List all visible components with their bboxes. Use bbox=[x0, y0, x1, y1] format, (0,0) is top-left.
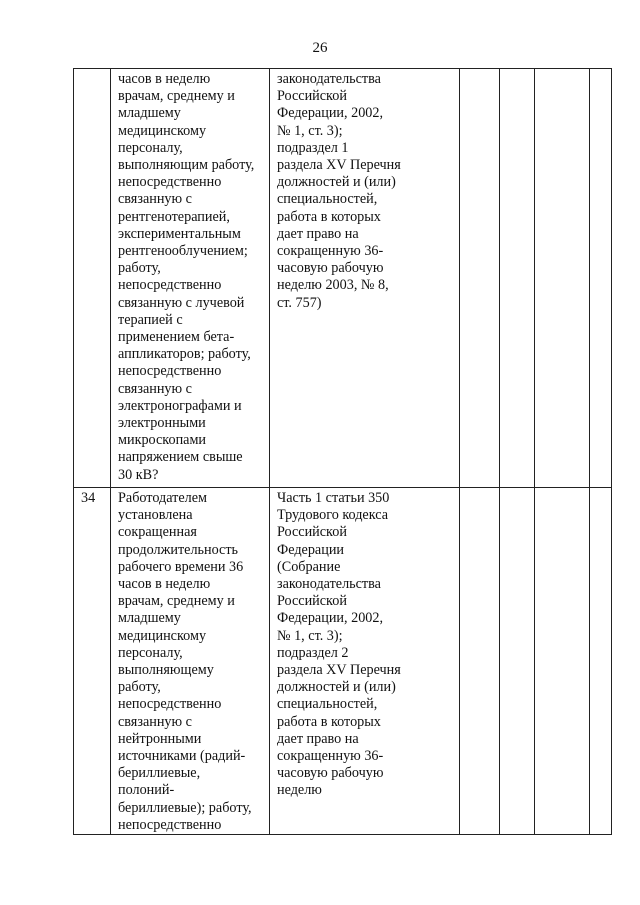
text-line: часов в неделю bbox=[118, 576, 211, 593]
text-line: подраздел 1 bbox=[277, 139, 349, 156]
text-line: работу, bbox=[118, 260, 161, 277]
text-line: выполняющему bbox=[118, 662, 214, 679]
text-line: дает право на bbox=[277, 730, 359, 747]
text-line: Федерации, 2002, bbox=[277, 610, 384, 627]
text-line: должностей и (или) bbox=[277, 174, 396, 191]
text-line: сокращенную 36- bbox=[277, 243, 384, 260]
text-line: работа в которых bbox=[277, 208, 381, 225]
text-line: продолжительность bbox=[118, 541, 239, 558]
table-row bbox=[74, 69, 612, 488]
text-line: медицинскому bbox=[118, 627, 207, 644]
text-line: сокращенная bbox=[118, 524, 197, 541]
text-line: источниками (радий- bbox=[118, 748, 246, 765]
row-number-cell: 34 bbox=[74, 488, 111, 835]
text-line: № 1, ст. 3); bbox=[277, 627, 343, 644]
requirements-table bbox=[73, 68, 612, 835]
text-line: Часть 1 статьи 350 bbox=[277, 490, 390, 506]
text-line: связанную с bbox=[118, 713, 192, 730]
text-line: специальностей, bbox=[277, 191, 378, 208]
text-line: неделю bbox=[277, 782, 322, 799]
text-line: терапией с bbox=[118, 311, 183, 328]
text-line: раздела XV Перечня bbox=[277, 157, 401, 174]
text-line: установлена bbox=[118, 507, 193, 524]
text-line: непосредственно bbox=[118, 696, 222, 713]
answer-yes-cell bbox=[460, 69, 500, 488]
row-number-cell bbox=[74, 69, 111, 488]
requirement-cell bbox=[111, 488, 270, 835]
text-line: непосредственно bbox=[118, 816, 222, 833]
text-line: часовую рабочую bbox=[277, 260, 384, 277]
text-line: электронографами и bbox=[118, 397, 242, 414]
text-line: напряжением свыше bbox=[118, 449, 243, 466]
text-line: 30 кВ? bbox=[118, 466, 159, 483]
text-line: № 1, ст. 3); bbox=[277, 122, 343, 139]
text-line: персоналу, bbox=[118, 644, 183, 661]
text-line: дает право на bbox=[277, 225, 359, 242]
text-line: работа в которых bbox=[277, 713, 381, 730]
text-line: ст. 757) bbox=[277, 294, 322, 311]
text-line: раздела XV Перечня bbox=[277, 662, 401, 679]
answer-no-cell bbox=[500, 69, 535, 488]
text-line: Федерации, 2002, bbox=[277, 105, 384, 122]
text-line: связанную с лучевой bbox=[118, 294, 245, 311]
text-line: выполняющим работу, bbox=[118, 157, 255, 174]
answer-no-cell bbox=[500, 488, 535, 835]
text-line: специальностей, bbox=[277, 696, 378, 713]
text-line: нейтронными bbox=[118, 730, 202, 747]
text-line: неделю 2003, № 8, bbox=[277, 277, 389, 294]
text-line: рабочего времени 36 bbox=[118, 558, 244, 575]
text-line: Российской bbox=[277, 524, 347, 541]
legal-source-cell bbox=[270, 69, 460, 488]
text-line: (Собрание bbox=[277, 558, 341, 575]
text-line: Российской bbox=[277, 593, 347, 610]
table-row bbox=[74, 488, 612, 835]
text-line: врачам, среднему и bbox=[118, 593, 235, 610]
text-line: связанную с bbox=[118, 380, 192, 397]
text-line: непосредственно bbox=[118, 363, 222, 380]
text-line: применением бета- bbox=[118, 329, 235, 346]
text-line: Российской bbox=[277, 88, 347, 105]
text-line: непосредственно bbox=[118, 277, 222, 294]
text-line: аппликаторов; работу, bbox=[118, 346, 251, 363]
notes-cell bbox=[590, 69, 612, 488]
text-line: медицинскому bbox=[118, 122, 207, 139]
answer-yes-cell bbox=[460, 488, 500, 835]
text-line: сокращенную 36- bbox=[277, 748, 384, 765]
text-line: электронными bbox=[118, 415, 206, 432]
text-line: младшему bbox=[118, 105, 181, 122]
text-line: непосредственно bbox=[118, 174, 222, 191]
text-line: должностей и (или) bbox=[277, 679, 396, 696]
legal-source-cell bbox=[270, 488, 460, 835]
text-line: рентгенооблучением; bbox=[118, 243, 248, 260]
requirement-cell bbox=[111, 69, 270, 488]
text-line: часов в неделю bbox=[118, 71, 211, 87]
text-line: экспериментальным bbox=[118, 225, 241, 242]
page-number: 26 bbox=[312, 40, 328, 56]
text-line: законодательства bbox=[277, 71, 381, 87]
answer-na-cell bbox=[535, 488, 590, 835]
text-line: персоналу, bbox=[118, 139, 183, 156]
text-line: полоний- bbox=[118, 782, 175, 799]
text-line: рентгенотерапией, bbox=[118, 208, 230, 225]
text-line: бериллиевые); работу, bbox=[118, 799, 252, 816]
notes-cell bbox=[590, 488, 612, 835]
text-line: работу, bbox=[118, 679, 161, 696]
text-line: врачам, среднему и bbox=[118, 88, 235, 105]
text-line: часовую рабочую bbox=[277, 765, 384, 782]
answer-na-cell bbox=[535, 69, 590, 488]
text-line: законодательства bbox=[277, 576, 381, 593]
text-line: бериллиевые, bbox=[118, 765, 201, 782]
text-line: Трудового кодекса bbox=[277, 507, 389, 524]
text-line: Федерации bbox=[277, 541, 345, 558]
text-line: младшему bbox=[118, 610, 181, 627]
text-line: связанную с bbox=[118, 191, 192, 208]
text-line: микроскопами bbox=[118, 432, 207, 449]
text-line: Работодателем bbox=[118, 490, 208, 506]
text-line: подраздел 2 bbox=[277, 644, 349, 661]
